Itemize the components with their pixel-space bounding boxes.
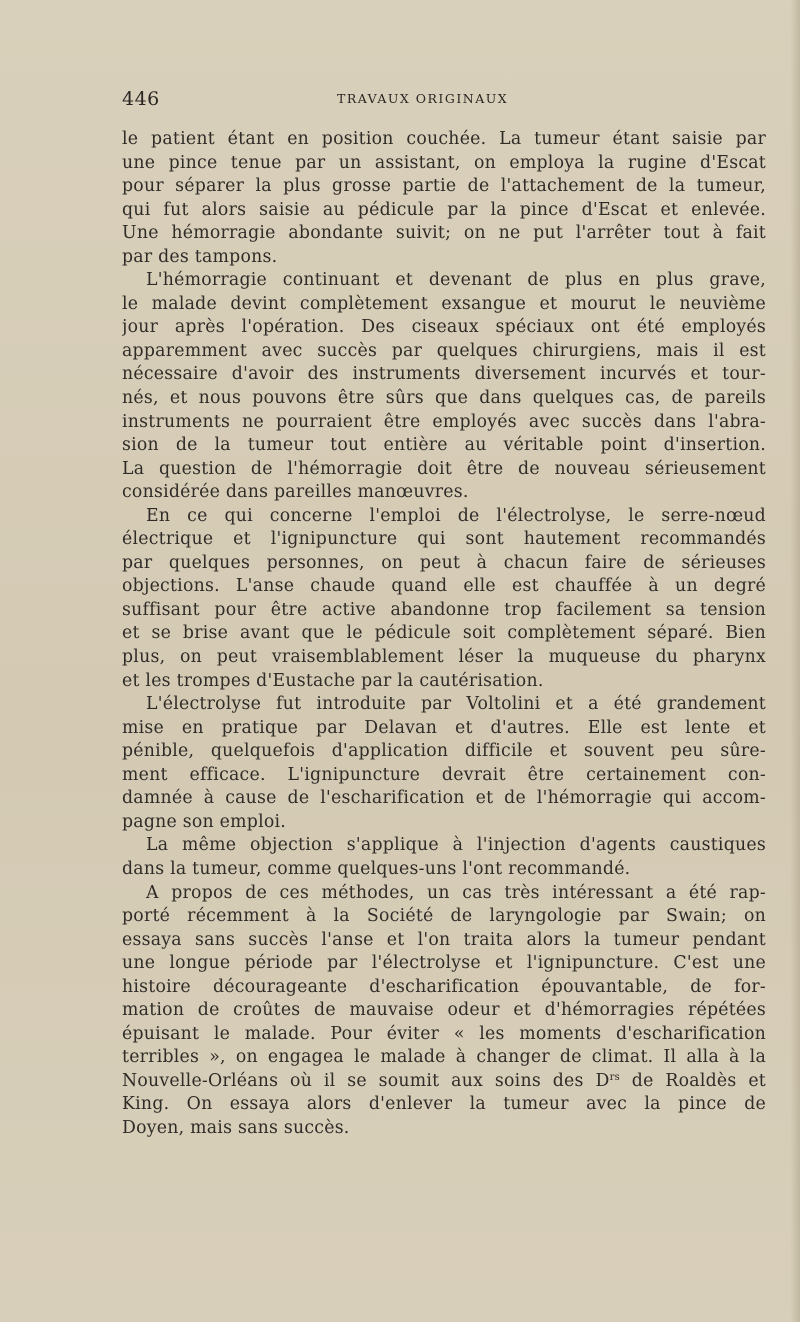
text-line: considérée dans pareilles manœuvres. bbox=[122, 482, 469, 503]
text-line: par des tampons. bbox=[122, 246, 278, 267]
text-line: nés, et nous pouvons être sûrs que dans quelques cas, de pareils bbox=[122, 388, 766, 409]
text-line: pénible, quelquefois d'application difficile et souvent peu sûre- bbox=[122, 741, 766, 762]
text-line: L'hémorragie continuant et devenant de plus en plus grave, bbox=[146, 270, 766, 291]
text-line: En ce qui concerne l'emploi de l'électrolyse, le serre-nœud bbox=[146, 505, 766, 526]
text-line: le patient étant en position couchée. La tumeur étant saisie par bbox=[122, 129, 766, 149]
text-line: essaya sans succès l'anse et l'on traita alors la tumeur pendant bbox=[122, 929, 766, 950]
running-head: TRAVAUX ORIGINAUX bbox=[337, 91, 509, 106]
text-line: électrique et l'ignipuncture qui sont hautement recommandés bbox=[122, 529, 766, 550]
text-line: mise en pratique par Delavan et d'autres. Elle est lente et bbox=[122, 717, 766, 738]
text-line: terribles », on engagea le malade à changer de climat. Il alla à la bbox=[122, 1047, 766, 1068]
text-line: damnée à cause de l'escharification et de l'hémorragie qui accom- bbox=[122, 788, 766, 809]
text-line: apparemment avec succès par quelques chirurgiens, mais il est bbox=[122, 340, 766, 361]
page-edge-shadow bbox=[790, 0, 800, 1322]
text-line: épuisant le malade. Pour éviter « les moments d'escharification bbox=[122, 1023, 766, 1044]
text-line: le malade devint complètement exsangue et mourut le neuvième bbox=[122, 293, 766, 314]
text-line: dans la tumeur, comme quelques-uns l'ont recommandé. bbox=[122, 858, 631, 879]
text-line: A propos de ces méthodes, un cas très intéressant a été rap- bbox=[146, 882, 766, 903]
text-line: mation de croûtes de mauvaise odeur et d'hémorragies répétées bbox=[122, 1000, 766, 1021]
text-line: ment efficace. L'ignipuncture devrait être certainement con- bbox=[122, 764, 766, 785]
text-line: King. On essaya alors d'enlever la tumeur avec la pince de bbox=[122, 1094, 766, 1115]
text-segment: de Roaldès et bbox=[631, 1070, 766, 1091]
page-header bbox=[122, 88, 762, 114]
text-line: et se brise avant que le pédicule soit complètement séparé. Bien bbox=[122, 623, 766, 644]
text-line: L'électrolyse fut introduite par Voltolini et a été grandement bbox=[146, 694, 766, 715]
text-line: qui fut alors saisie au pédicule par la pince d'Escat et enlevée. bbox=[122, 199, 766, 220]
text-line: sion de la tumeur tout entière au véritable point d'insertion. bbox=[122, 435, 766, 456]
text-line: porté récemment à la Société de laryngologie par Swain; on bbox=[122, 906, 766, 927]
page-number: 446 bbox=[122, 88, 160, 110]
text-line: La question de l'hémorragie doit être de nouveau sérieusement bbox=[122, 458, 766, 479]
text-segment: Nouvelle-Orléans où il se soumit aux soins des D bbox=[122, 1070, 610, 1091]
text-line: pagne son emploi. bbox=[122, 811, 287, 832]
superscript: rs bbox=[609, 1071, 620, 1083]
text-line: Doyen, mais sans succès. bbox=[122, 1117, 350, 1138]
text-line: une longue période par l'électrolyse et l'ignipuncture. C'est une bbox=[122, 953, 766, 974]
text-line: nécessaire d'avoir des instruments diversement incurvés et tour- bbox=[122, 364, 766, 385]
text-line: plus, on peut vraisemblablement léser la muqueuse du pharynx bbox=[122, 647, 766, 668]
text-line: histoire décourageante d'escharification épouvantable, de for- bbox=[122, 976, 766, 997]
text-line: suffisant pour être active abandonne trop facilement sa tension bbox=[122, 599, 766, 620]
body-text bbox=[122, 128, 766, 1141]
text-line: instruments ne pourraient être employés avec succès dans l'abra- bbox=[122, 411, 766, 432]
text-line: Une hémorragie abondante suivit; on ne put l'arrêter tout à fait bbox=[122, 223, 766, 244]
text-line: par quelques personnes, on peut à chacun faire de sérieuses bbox=[122, 552, 766, 573]
text-line: La même objection s'applique à l'injection d'agents caustiques bbox=[146, 835, 766, 856]
text-line: une pince tenue par un assistant, on employa la rugine d'Escat bbox=[122, 152, 766, 173]
text-line: objections. L'anse chaude quand elle est chauffée à un degré bbox=[122, 576, 766, 597]
text-line bbox=[122, 1070, 766, 1094]
text-line: jour après l'opération. Des ciseaux spéciaux ont été employés bbox=[122, 317, 766, 338]
text-line: et les trompes d'Eustache par la cautérisation. bbox=[122, 670, 544, 691]
text-line: pour séparer la plus grosse partie de l'attachement de la tumeur, bbox=[122, 176, 766, 197]
